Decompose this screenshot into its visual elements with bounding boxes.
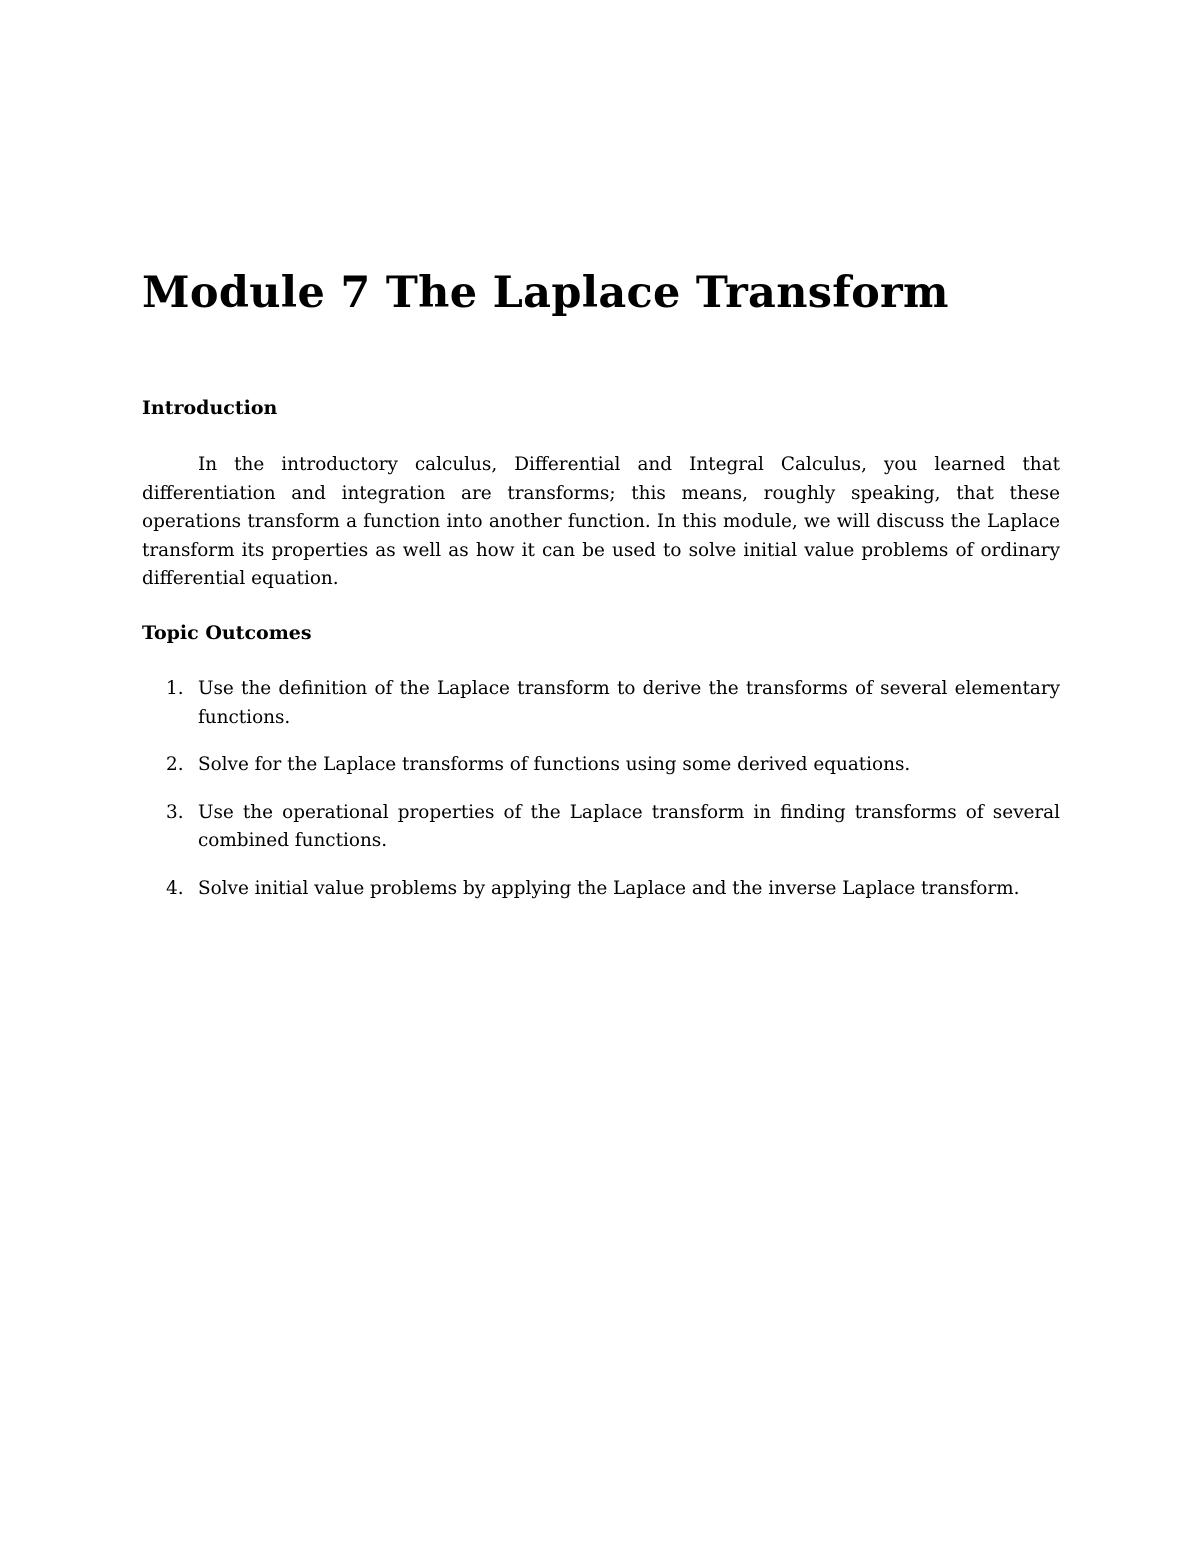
list-item-text: Use the operational properties of the Laplace transform in finding transforms of several combined functions. bbox=[198, 801, 1060, 852]
list-item-number: 1. bbox=[166, 677, 184, 699]
list-item-text: Use the definition of the Laplace transform to derive the transforms of several elementary functions. bbox=[198, 677, 1060, 728]
list-item-text: Solve initial value problems by applying the Laplace and the inverse Laplace transform. bbox=[198, 877, 1020, 899]
list-item bbox=[142, 751, 1060, 780]
list-item bbox=[142, 675, 1060, 732]
page-title: Module 7 The Laplace Transform bbox=[142, 268, 949, 318]
list-item bbox=[142, 875, 1060, 904]
topic-outcomes-list bbox=[142, 675, 1060, 904]
topic-outcomes-heading: Topic Outcomes bbox=[142, 621, 312, 644]
list-item-number: 4. bbox=[166, 877, 184, 899]
introduction-heading: Introduction bbox=[142, 397, 278, 419]
list-item-text: Solve for the Laplace transforms of functions using some derived equations. bbox=[198, 754, 911, 776]
list-item bbox=[142, 799, 1060, 856]
list-item-number: 3. bbox=[166, 801, 184, 823]
introduction-paragraph: In the introductory calculus, Differential and Integral Calculus, you learned that differentiation and integration are transforms; this means, roughly speaking, that these operations transform a function into another function. In this module, we will discuss the Laplace transform its properties as well as how it can be used to solve initial value problems of ordinary differential equation. bbox=[142, 454, 1060, 590]
list-item-number: 2. bbox=[166, 754, 184, 776]
document-page bbox=[142, 262, 1060, 923]
